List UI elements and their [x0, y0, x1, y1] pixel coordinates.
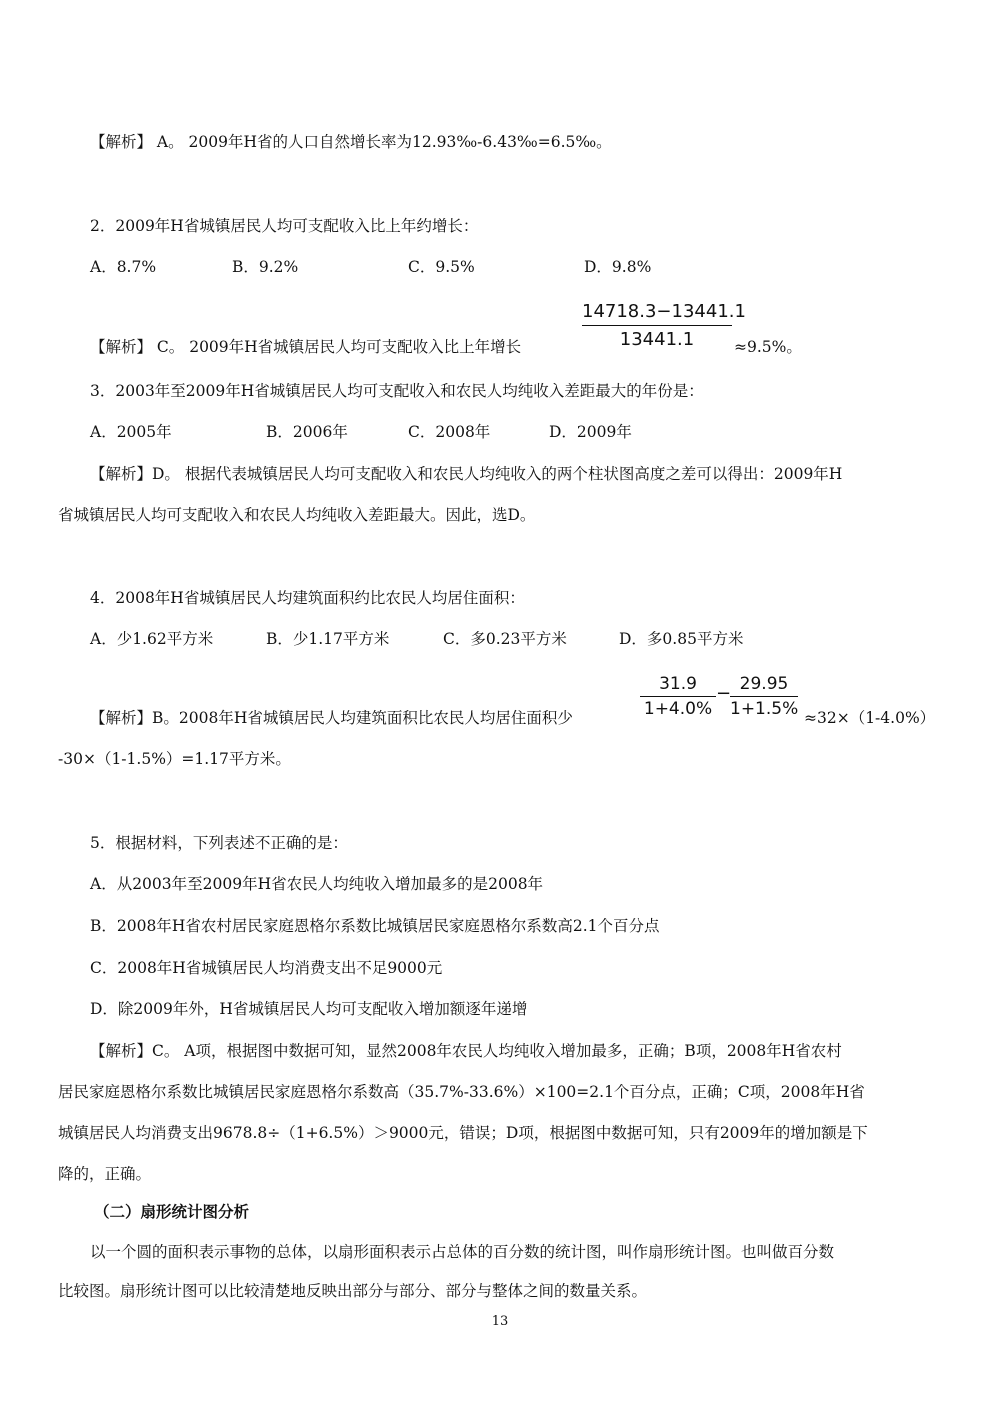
q4-fraction-2-denominator: 1+1.5%: [730, 699, 799, 719]
q5-analysis-line4: 降的，正确。: [58, 1165, 152, 1183]
q4-option-b: B．少1.17平方米: [266, 630, 390, 648]
q2-option-d: D．9.8%: [584, 258, 652, 276]
q5-option-a: A．从2003年至2009年H省农民人均纯收入增加最多的是2008年: [90, 875, 544, 893]
q3-analysis-line1: 【解析】D。 根据代表城镇居民人均可支配收入和农民人均纯收入的两个柱状图高度之差可以得出：2009年H: [90, 465, 843, 483]
section-heading: （二）扇形统计图分析: [94, 1202, 250, 1221]
section-paragraph-line2: 比较图。扇形统计图可以比较清楚地反映出部分与部分、部分与整体之间的数量关系。: [58, 1282, 648, 1300]
q3-analysis-line2: 省城镇居民人均可支配收入和农民人均纯收入差距最大。因此，选D。: [58, 506, 536, 524]
q2-fraction-bar: [582, 325, 732, 326]
q4-option-c: C．多0.23平方米: [443, 630, 567, 648]
q5-option-c: C．2008年H省城镇居民人均消费支出不足9000元: [90, 959, 443, 977]
page-number: 13: [491, 1314, 509, 1329]
q3-option-c: C．2008年: [408, 423, 491, 441]
q2-question: 2．2009年H省城镇居民人均可支配收入比上年约增长：: [90, 217, 479, 235]
q4-minus-sign: −: [716, 683, 732, 704]
q2-fraction: [582, 300, 746, 352]
q4-question: 4．2008年H省城镇居民人均建筑面积约比农民人均居住面积：: [90, 589, 525, 607]
q4-option-d: D．多0.85平方米: [619, 630, 744, 648]
q2-fraction-numerator: 14718.3−13441.1: [582, 301, 746, 322]
q3-option-d: D．2009年: [549, 423, 632, 441]
q4-fraction-1-numerator: 31.9: [659, 674, 697, 694]
q3-question: 3．2003年至2009年H省城镇居民人均可支配收入和农民人均纯收入差距最大的年份是：: [90, 382, 704, 400]
q4-analysis-prefix: 【解析】B。2008年H省城镇居民人均建筑面积比农民人均居住面积少: [90, 709, 573, 727]
q3-option-b: B．2006年: [266, 423, 348, 441]
q4-fraction-1-denominator: 1+4.0%: [643, 699, 713, 719]
q2-fraction-denominator: 13441.1: [619, 329, 695, 350]
q4-fraction-2-numerator: 29.95: [739, 674, 789, 694]
q5-analysis-line2: 居民家庭恩格尔系数比城镇居民家庭恩格尔系数高（35.7%-33.6%）×100=2.1个百分点，正确；C项，2008年H省: [58, 1083, 865, 1101]
q2-option-c: C．9.5%: [408, 258, 475, 276]
q4-fraction-1: [640, 673, 716, 720]
q5-analysis-line3: 城镇居民人均消费支出9678.8÷（1+6.5%）＞9000元，错误；D项，根据图中数据可知，只有2009年的增加额是下: [58, 1124, 868, 1142]
q5-option-d: D．除2009年外，H省城镇居民人均可支配收入增加额逐年递增: [90, 1000, 528, 1018]
q2-analysis-prefix: 【解析】 C。 2009年H省城镇居民人均可支配收入比上年增长: [90, 338, 522, 356]
q3-option-a: A．2005年: [90, 423, 172, 441]
q4-analysis-suffix: ≈32×（1-4.0%）: [804, 709, 936, 727]
q5-question: 5．根据材料，下列表述不正确的是：: [90, 834, 348, 852]
q4-analysis-line2: -30×（1-1.5%）=1.17平方米。: [58, 750, 291, 768]
q5-option-b: B．2008年H省农村居民家庭恩格尔系数比城镇居民家庭恩格尔系数高2.1个百分点: [90, 917, 660, 935]
q2-analysis-suffix: ≈9.5%。: [734, 338, 802, 356]
section-paragraph-line1: 以一个圆的面积表示事物的总体，以扇形面积表示占总体的百分数的统计图，叫作扇形统计图。也叫做百分数: [90, 1243, 835, 1261]
q4-option-a: A．少1.62平方米: [90, 630, 214, 648]
q2-option-b: B．9.2%: [232, 258, 299, 276]
q5-analysis-line1: 【解析】C。 A项，根据图中数据可知，显然2008年农民人均纯收入增加最多，正确；B项，2008年H省农村: [90, 1042, 842, 1060]
q4-fraction-2: [730, 673, 798, 720]
q4-fraction-1-bar: [640, 696, 716, 697]
q4-fraction-2-bar: [730, 696, 798, 697]
q2-option-a: A．8.7%: [90, 258, 157, 276]
q1-analysis: 【解析】 A。 2009年H省的人口自然增长率为12.93‰-6.43‰=6.5‰。: [90, 133, 612, 151]
